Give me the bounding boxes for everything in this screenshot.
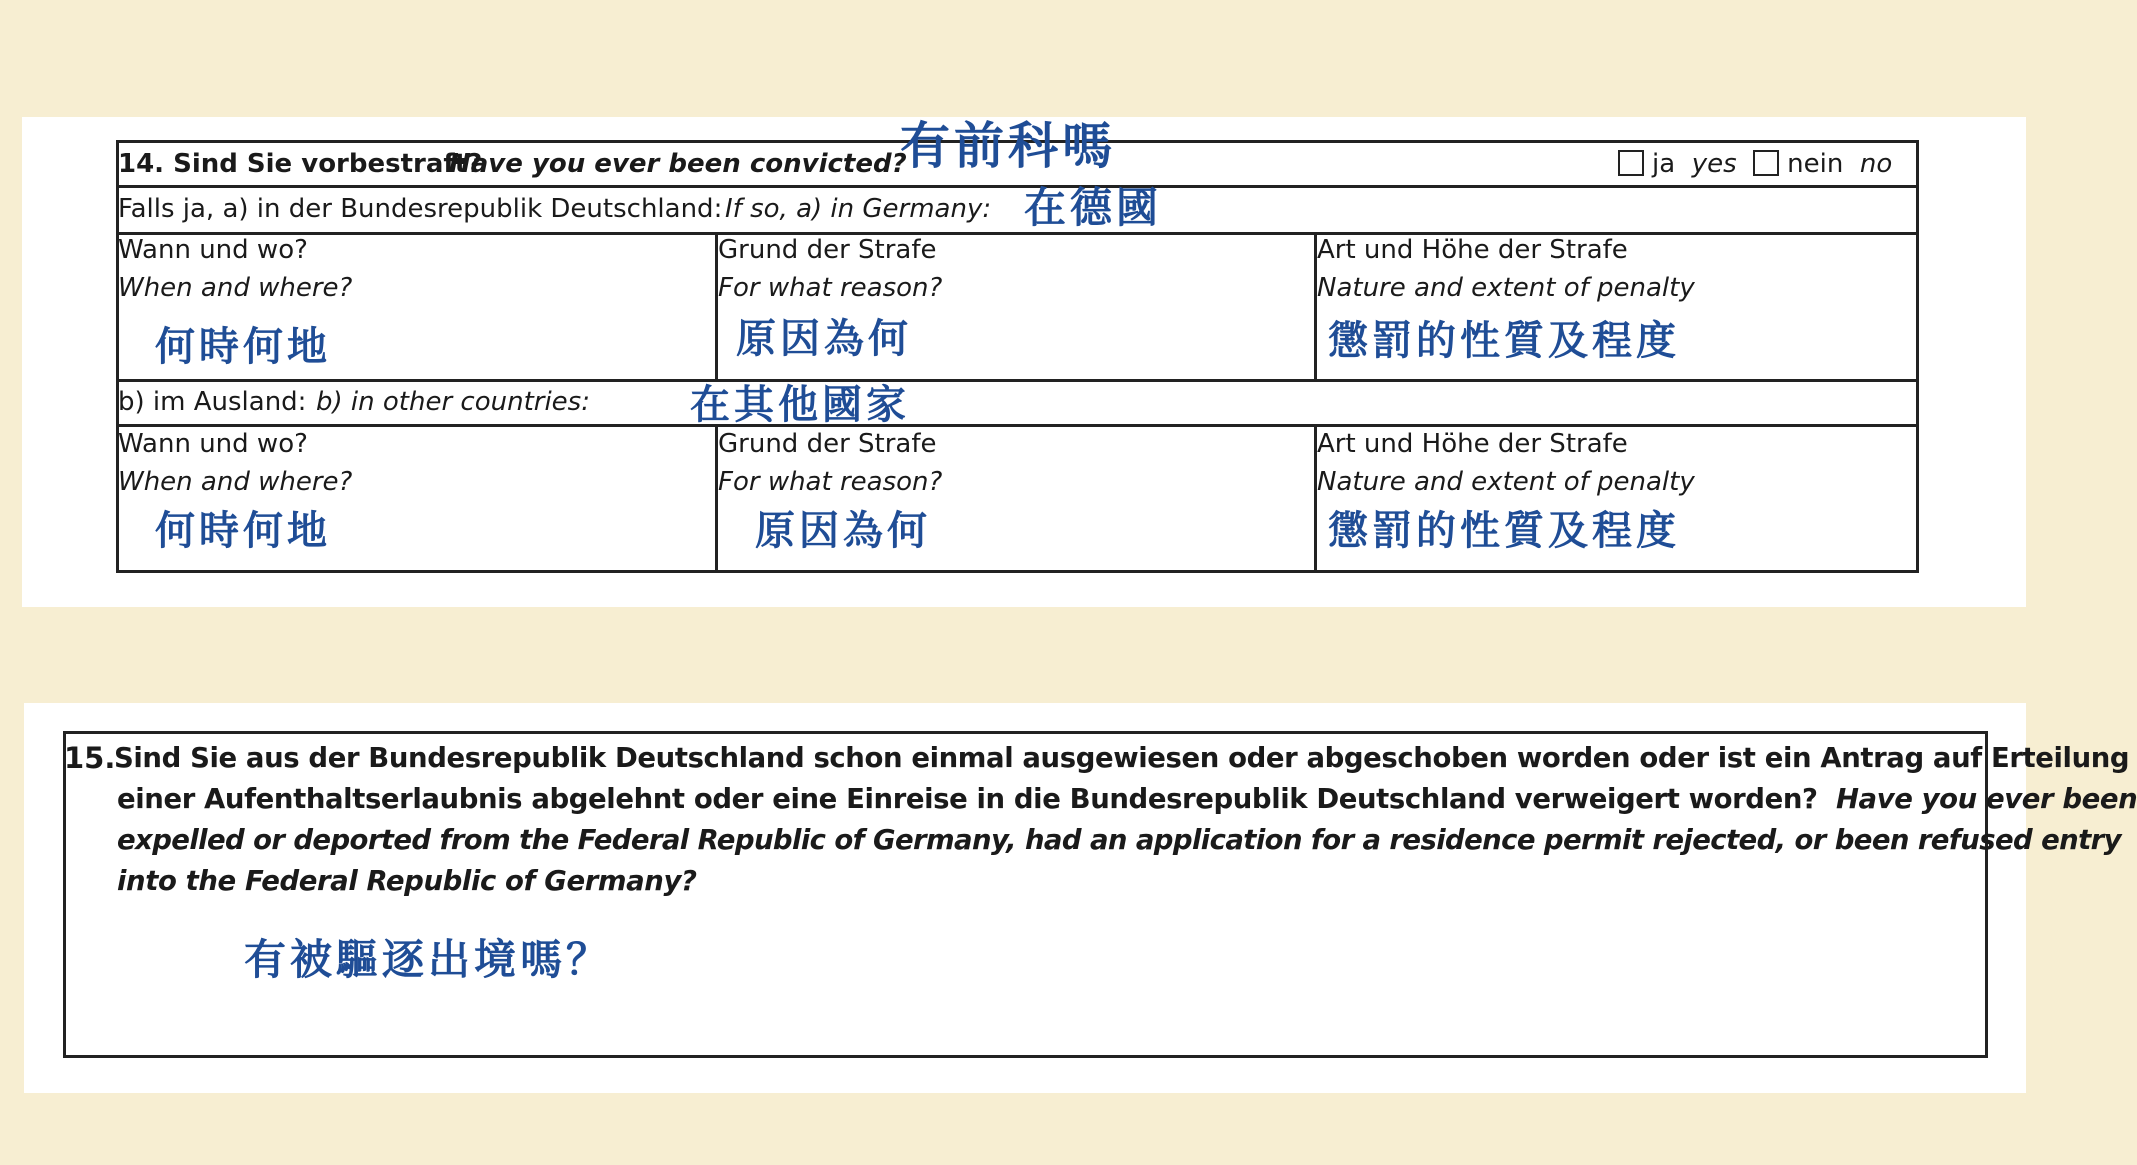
q14-title-zh: 有前科嗎 (900, 117, 1116, 175)
q14-divider-title (116, 185, 1919, 188)
germany-label-de: Falls ja, a) in der Bundesrepublik Deutschland: (118, 194, 723, 224)
q14-divider-germany (116, 232, 1919, 235)
q15-line4-en: into the Federal Republic of Germany? (117, 865, 697, 897)
abroad-col-penalty-zh: 懲罰的性質及程度 (1328, 508, 1680, 554)
abroad-col-when-zh: 何時何地 (155, 508, 331, 554)
abroad-col-reason-de: Grund der Strafe (718, 429, 937, 459)
germany-col-reason-en: For what reason? (718, 273, 943, 303)
abroad-col-reason-en: For what reason? (718, 467, 943, 497)
q15-line2-de: einer Aufenthaltserlaubnis abgelehnt oder eine Einreise in die Bundesrepublik Deutschland verweigert worden? (117, 783, 1818, 815)
q15-annotation-zh: 有被驅逐出境嗎？ (244, 935, 613, 984)
no-label-en: no (1859, 149, 1893, 179)
q15-line3-en: expelled or deported from the Federal Republic of Germany, had an application for a residence permit rejected, or been refused entry (117, 824, 2121, 856)
abroad-label-de: b) im Ausland: (118, 387, 307, 417)
germany-col-reason-de: Grund der Strafe (718, 235, 937, 265)
q15-line2 (117, 779, 2137, 820)
germany-col-penalty-zh: 懲罰的性質及程度 (1328, 318, 1680, 364)
yes-label-en: yes (1691, 149, 1737, 179)
q14-border-right (1916, 140, 1919, 573)
abroad-col-when-de: Wann und wo? (118, 429, 308, 459)
q14-divider-abroad-top (116, 379, 1919, 382)
germany-col-penalty-en: Nature and extent of penalty (1317, 273, 1695, 303)
q15-line2-en: Have you ever been (1835, 783, 2137, 815)
yes-checkbox[interactable] (1618, 150, 1644, 176)
abroad-col-when-en: When and where? (118, 467, 353, 497)
q15-line1-de: Sind Sie aus der Bundesrepublik Deutschland schon einmal ausgewiesen oder abgeschoben worden oder ist ein Antrag auf Erteilung (114, 742, 2130, 774)
germany-col-when-de: Wann und wo? (118, 235, 308, 265)
no-label-de: nein (1787, 149, 1844, 179)
germany-col-when-zh: 何時何地 (155, 324, 331, 370)
germany-col-reason-zh: 原因為何 (736, 316, 912, 362)
abroad-col-reason-zh: 原因為何 (755, 508, 931, 554)
abroad-col-penalty-en: Nature and extent of penalty (1317, 467, 1695, 497)
germany-label-zh: 在德國 (1024, 183, 1163, 232)
q14-title-en: Have you ever been convicted? (449, 149, 907, 179)
yes-label-de: ja (1652, 149, 1676, 179)
abroad-label-en: b) in other countries: (316, 387, 590, 417)
germany-col-when-en: When and where? (118, 273, 353, 303)
q14-divider-abroad (116, 424, 1919, 427)
q15-number: 15. (64, 741, 116, 775)
germany-col-penalty-de: Art und Höhe der Strafe (1317, 235, 1628, 265)
no-checkbox[interactable] (1753, 150, 1779, 176)
abroad-label-zh: 在其他國家 (690, 382, 910, 428)
q14-border-bottom (116, 570, 1919, 573)
germany-label-en: If so, a) in Germany: (725, 194, 992, 224)
q14-options (1618, 148, 1892, 180)
q14-title-de: 14. Sind Sie vorbestraft? (118, 149, 483, 179)
abroad-col-penalty-de: Art und Höhe der Strafe (1317, 429, 1628, 459)
